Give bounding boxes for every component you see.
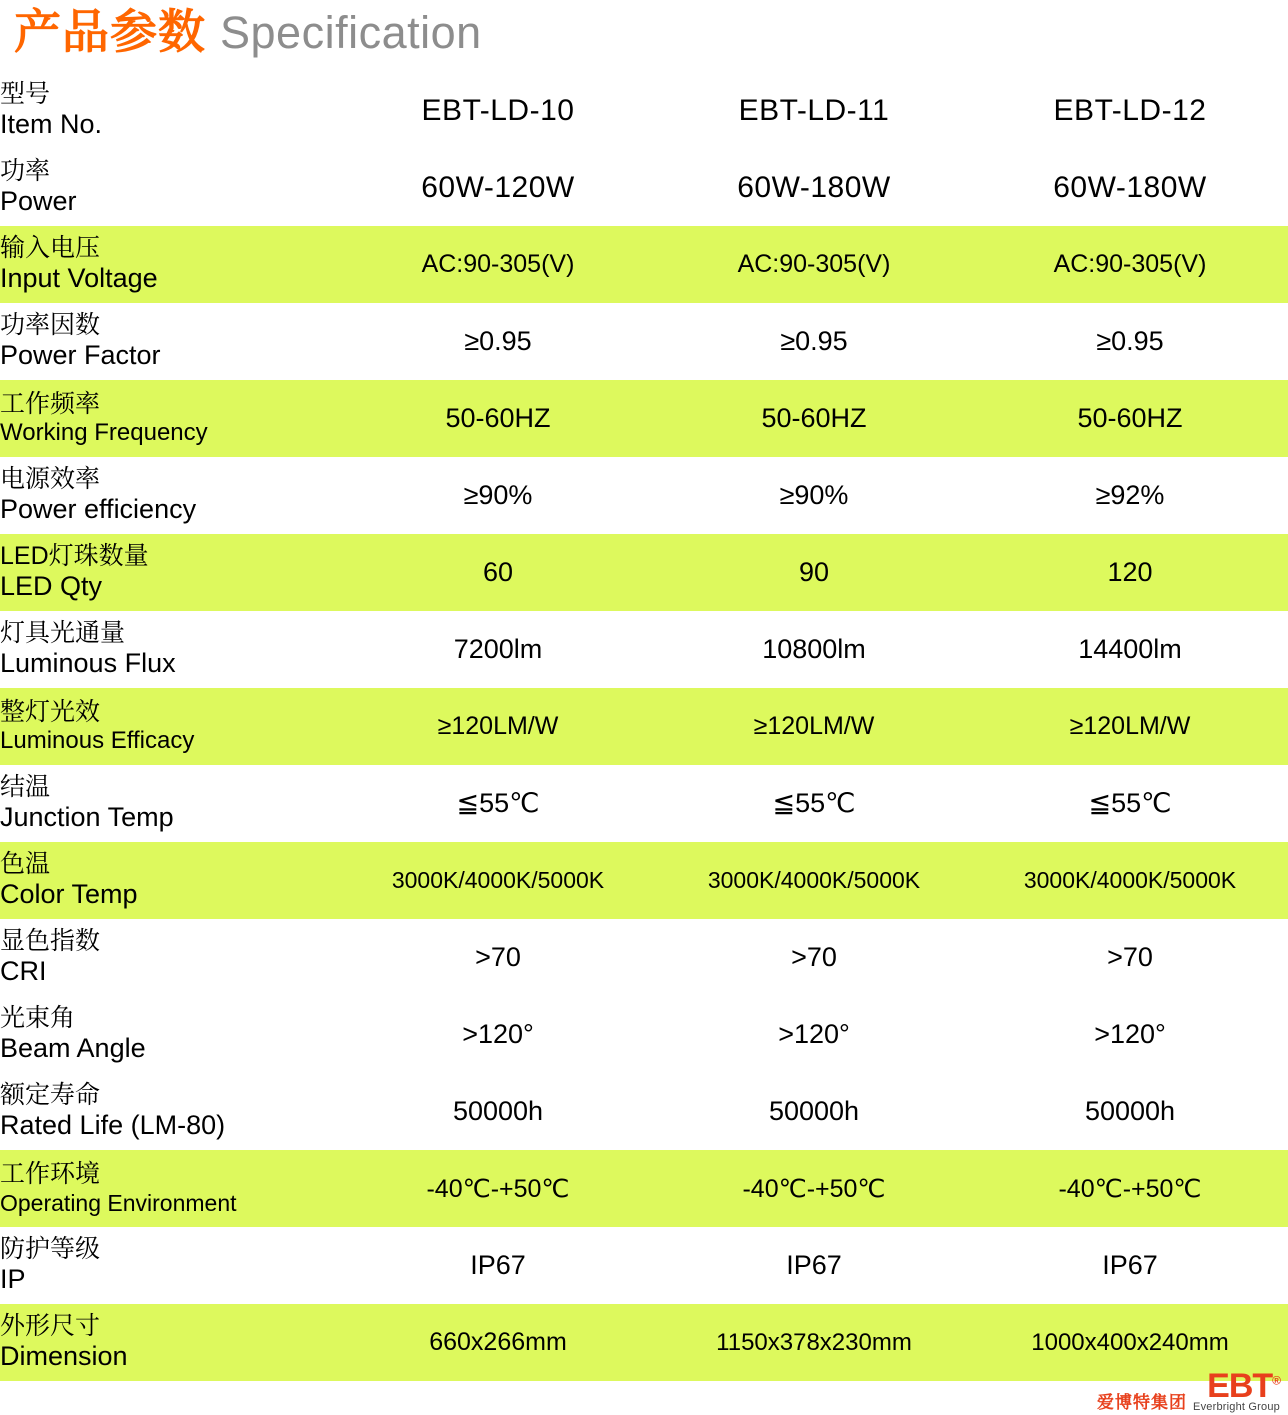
registered-icon: ® xyxy=(1272,1373,1280,1388)
table-row xyxy=(0,226,1288,303)
row-value-col2: AC:90-305(V) xyxy=(656,226,972,303)
row-label xyxy=(0,226,340,303)
row-value-col3: AC:90-305(V) xyxy=(972,226,1288,303)
row-value-col1: -40℃-+50℃ xyxy=(340,1150,656,1227)
table-row xyxy=(0,303,1288,380)
row-label xyxy=(0,1150,340,1227)
table-row xyxy=(0,765,1288,842)
row-label-en: Working Frequency xyxy=(0,419,208,447)
table-row xyxy=(0,1227,1288,1304)
row-value-col3: EBT-LD-12 xyxy=(972,72,1288,149)
row-value-col2: 60W-180W xyxy=(656,149,972,226)
row-label xyxy=(0,1073,340,1150)
table-row xyxy=(0,688,1288,765)
row-value-col2: 3000K/4000K/5000K xyxy=(656,842,972,919)
table-row xyxy=(0,457,1288,534)
row-value-col1: 60 xyxy=(340,534,656,611)
specification-table-body xyxy=(0,72,1288,1381)
table-row xyxy=(0,72,1288,149)
row-label xyxy=(0,380,340,457)
table-row xyxy=(0,919,1288,996)
page-title-en: Specification xyxy=(220,7,482,58)
row-label-en: Luminous Flux xyxy=(0,648,176,679)
row-value-col2: ≥0.95 xyxy=(656,303,972,380)
row-label xyxy=(0,149,340,226)
row-label xyxy=(0,842,340,919)
row-label-cn: 整灯光效 xyxy=(0,697,101,726)
table-row xyxy=(0,149,1288,226)
row-value-col3: -40℃-+50℃ xyxy=(972,1150,1288,1227)
row-label xyxy=(0,457,340,534)
row-value-col3: 1000x400x240mm xyxy=(972,1304,1288,1381)
row-value-col1: ≥90% xyxy=(340,457,656,534)
logo-company-name-cn: 爱博特集团 xyxy=(1097,1393,1188,1412)
row-label-en: CRI xyxy=(0,956,47,987)
row-label xyxy=(0,1304,340,1381)
row-label-en: Luminous Efficacy xyxy=(0,727,195,755)
row-value-col3: 120 xyxy=(972,534,1288,611)
row-label-en: Beam Angle xyxy=(0,1033,146,1064)
row-label xyxy=(0,688,340,765)
row-value-col3: ≥120LM/W xyxy=(972,688,1288,765)
row-value-col1: 60W-120W xyxy=(340,149,656,226)
row-value-col1: AC:90-305(V) xyxy=(340,226,656,303)
row-label-en: Power efficiency xyxy=(0,494,197,525)
table-row xyxy=(0,380,1288,457)
row-label xyxy=(0,534,340,611)
row-value-col2: 1150x378x230mm xyxy=(656,1304,972,1381)
company-logo xyxy=(1097,1366,1280,1413)
row-label-cn: 结温 xyxy=(0,772,51,801)
page-title-cn: 产品参数 xyxy=(14,5,206,58)
row-label-en: IP xyxy=(0,1264,26,1295)
row-value-col1: EBT-LD-10 xyxy=(340,72,656,149)
row-value-col3: >120° xyxy=(972,996,1288,1073)
row-label-en: Dimension xyxy=(0,1341,128,1372)
row-value-col1: 7200lm xyxy=(340,611,656,688)
row-label xyxy=(0,303,340,380)
row-label-en: Input Voltage xyxy=(0,263,158,294)
row-value-col2: >120° xyxy=(656,996,972,1073)
row-value-col2: ≥90% xyxy=(656,457,972,534)
table-row xyxy=(0,996,1288,1073)
logo-brand-ebt xyxy=(1207,1366,1280,1405)
row-label xyxy=(0,996,340,1073)
row-label-en: Item No. xyxy=(0,109,103,140)
row-label-cn: LED灯珠数量 xyxy=(0,541,149,570)
row-value-col2: EBT-LD-11 xyxy=(656,72,972,149)
table-row xyxy=(0,842,1288,919)
row-label-cn: 光束角 xyxy=(0,1003,76,1032)
row-value-col3: ≦55℃ xyxy=(972,765,1288,842)
row-value-col1: IP67 xyxy=(340,1227,656,1304)
table-row xyxy=(0,611,1288,688)
row-label-cn: 额定寿命 xyxy=(0,1080,101,1109)
row-value-col3: 50-60HZ xyxy=(972,380,1288,457)
row-label-cn: 工作频率 xyxy=(0,389,101,418)
table-row xyxy=(0,1304,1288,1381)
row-value-col3: IP67 xyxy=(972,1227,1288,1304)
row-value-col3: >70 xyxy=(972,919,1288,996)
row-label xyxy=(0,919,340,996)
row-value-col3: 3000K/4000K/5000K xyxy=(972,842,1288,919)
row-label-cn: 工作环境 xyxy=(0,1160,101,1189)
row-label-en: Power xyxy=(0,186,77,217)
row-label-en: Operating Environment xyxy=(0,1189,237,1216)
logo-brand-block xyxy=(1193,1366,1280,1413)
row-label xyxy=(0,765,340,842)
row-label-en: Rated Life (LM-80) xyxy=(0,1110,226,1141)
row-label-cn: 功率因数 xyxy=(0,310,101,339)
row-label-cn: 外形尺寸 xyxy=(0,1311,101,1340)
row-label-cn: 输入电压 xyxy=(0,233,101,262)
row-value-col1: >70 xyxy=(340,919,656,996)
table-row xyxy=(0,1150,1288,1227)
row-value-col3: 60W-180W xyxy=(972,149,1288,226)
row-value-col1: ≥0.95 xyxy=(340,303,656,380)
row-value-col2: 90 xyxy=(656,534,972,611)
row-value-col3: ≥0.95 xyxy=(972,303,1288,380)
row-value-col3: ≥92% xyxy=(972,457,1288,534)
page-header xyxy=(0,0,1288,72)
table-row xyxy=(0,534,1288,611)
row-label-en: Color Temp xyxy=(0,879,138,910)
row-value-col2: ≦55℃ xyxy=(656,765,972,842)
row-label-cn: 型号 xyxy=(0,79,51,108)
logo-tagline: Everbright Group xyxy=(1193,1401,1280,1413)
row-value-col2: -40℃-+50℃ xyxy=(656,1150,972,1227)
row-label-cn: 显色指数 xyxy=(0,926,101,955)
row-value-col1: 3000K/4000K/5000K xyxy=(340,842,656,919)
row-value-col1: 50-60HZ xyxy=(340,380,656,457)
row-value-col1: 50000h xyxy=(340,1073,656,1150)
row-label xyxy=(0,72,340,149)
row-label xyxy=(0,1227,340,1304)
row-label-cn: 电源效率 xyxy=(0,464,101,493)
row-label-cn: 防护等级 xyxy=(0,1234,101,1263)
row-value-col3: 50000h xyxy=(972,1073,1288,1150)
logo-brand-text: EBT xyxy=(1207,1366,1273,1405)
row-value-col1: ≥120LM/W xyxy=(340,688,656,765)
table-row xyxy=(0,1073,1288,1150)
row-value-col2: >70 xyxy=(656,919,972,996)
row-value-col1: >120° xyxy=(340,996,656,1073)
row-value-col2: 50000h xyxy=(656,1073,972,1150)
row-value-col2: 10800lm xyxy=(656,611,972,688)
row-label-en: LED Qty xyxy=(0,571,103,602)
row-value-col1: 660x266mm xyxy=(340,1304,656,1381)
row-label-cn: 功率 xyxy=(0,156,51,185)
row-value-col2: IP67 xyxy=(656,1227,972,1304)
row-label-en: Power Factor xyxy=(0,340,161,371)
row-label-en: Junction Temp xyxy=(0,802,174,833)
row-value-col2: 50-60HZ xyxy=(656,380,972,457)
row-label-cn: 灯具光通量 xyxy=(0,618,126,647)
specification-table xyxy=(0,72,1288,1381)
row-value-col3: 14400lm xyxy=(972,611,1288,688)
row-value-col2: ≥120LM/W xyxy=(656,688,972,765)
row-label-cn: 色温 xyxy=(0,849,51,878)
row-label xyxy=(0,611,340,688)
row-value-col1: ≦55℃ xyxy=(340,765,656,842)
